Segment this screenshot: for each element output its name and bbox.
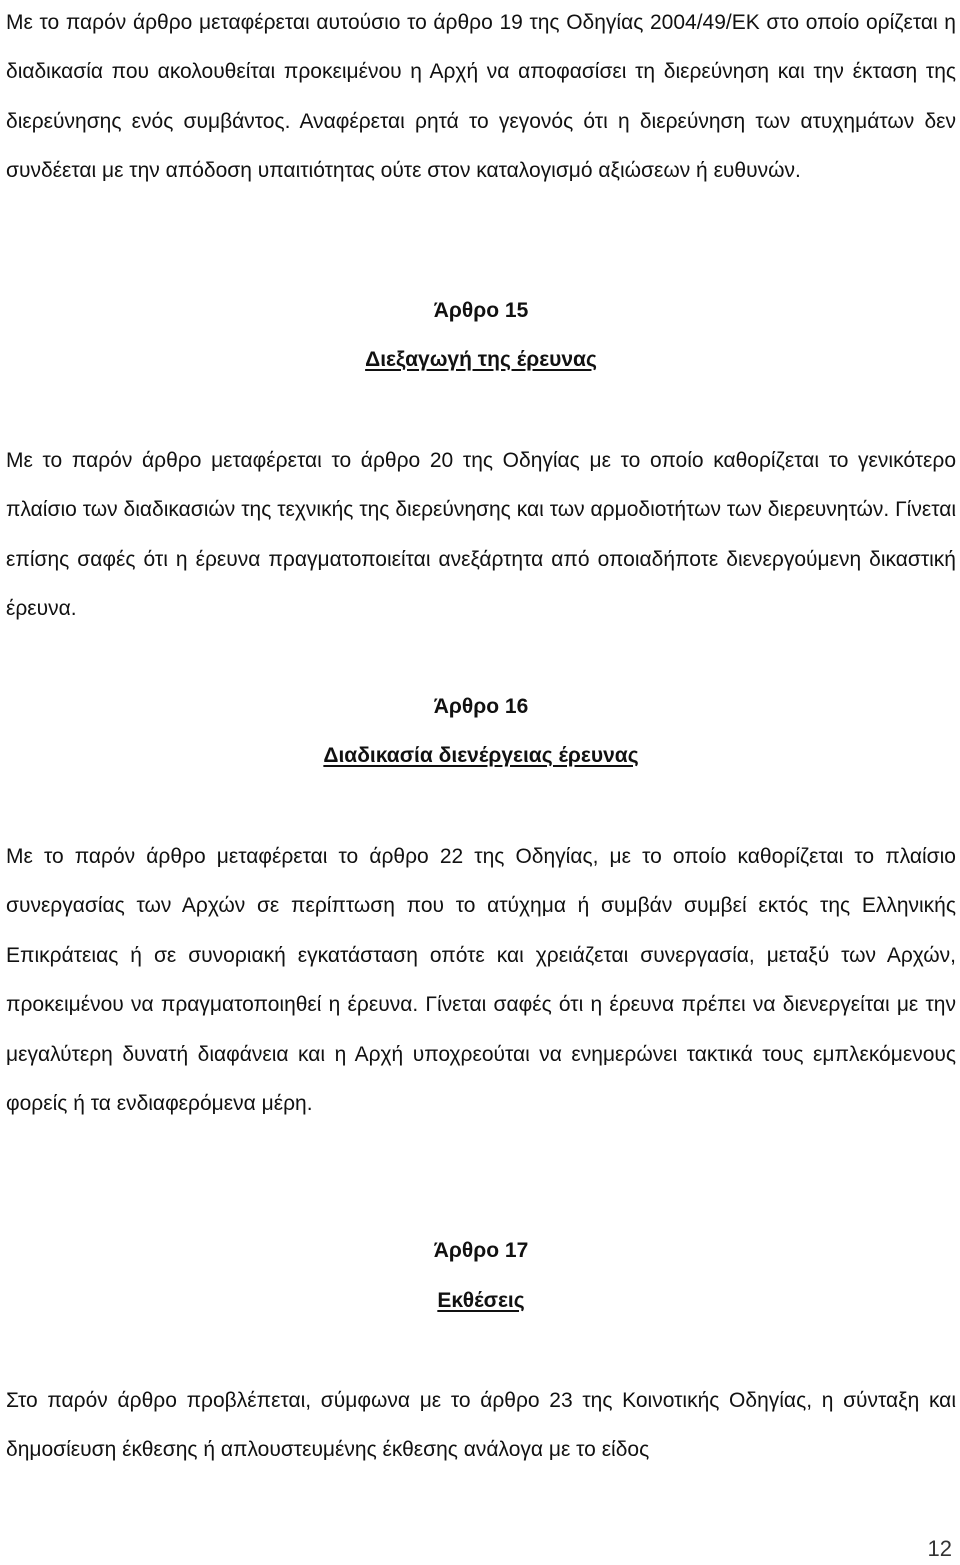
- page-number: 12: [927, 1536, 952, 1561]
- article-15-block: [6, 436, 956, 634]
- article-15-number: Άρθρο 15: [433, 299, 529, 322]
- article-17-text: Στο παρόν άρθρο προβλέπεται, σύμφωνα με το άρθρο 23 της Κοινοτικής Οδηγίας, η σύνταξη και δημοσίευση έκθεσης ή απλουστευμένης έκθεσης ανάλογα με το είδος: [6, 1389, 956, 1462]
- article-15-text: Με το παρόν άρθρο μεταφέρεται το άρθρο 20 της Οδηγίας με το οποίο καθορίζεται το γενικότερο πλαίσιο των διαδικασιών της τεχνικής της διερεύνησης και των αρμοδιοτήτων των διερευνητών. Γίνεται επίσης σαφές ότι η έρευνα πραγματοποιείται ανεξάρτητα από οποιαδήποτε διενεργούμενη δικαστική έρευνα.: [6, 449, 956, 621]
- article-17-title: Εκθέσεις: [437, 1289, 525, 1312]
- article-17-number: Άρθρο 17: [433, 1239, 529, 1262]
- article-16-block: [6, 832, 956, 1128]
- article-16-number: Άρθρο 16: [433, 695, 529, 718]
- article-16-title: Διαδικασία διενέργειας έρευνας: [323, 744, 639, 767]
- article-17-block: [6, 1376, 956, 1475]
- intro-paragraph: Με το παρόν άρθρο μεταφέρεται αυτούσιο το άρθρο 19 της Οδηγίας 2004/49/ΕΚ στο οποίο ορίζεται η διαδικασία που ακολουθείται προκειμένου η Αρχή να αποφασίσει τη διερεύνηση και την έκταση της διερεύνησης ενός συμβάντος. Αναφέρεται ρητά το γεγονός ότι η διερεύνηση των ατυχημάτων δεν συνδέεται με την απόδοση υπαιτιότητας ούτε στον καταλογισμό αξιώσεων ή ευθυνών.: [6, 11, 956, 183]
- article-16-text: Με το παρόν άρθρο μεταφέρεται το άρθρο 22 της Οδηγίας, με το οποίο καθορίζεται το πλαίσιο συνεργασίας των Αρχών σε περίπτωση που το ατύχημα ή συμβάν συμβεί εκτός της Ελληνικής Επικράτειας ή σε συνοριακή εγκατάσταση οπότε και χρειάζεται συνεργασία, μεταξύ των Αρχών, προκειμένου να πραγματοποιηθεί η έρευνα. Γίνεται σαφές ότι η έρευνα πρέπει να διενεργείται με την μεγαλύτερη δυνατή διαφάνεια και η Αρχή υποχρεούται να ενημερώνει τακτικά τους εμπλεκόμενους φορείς ή τα ενδιαφερόμενα μέρη.: [6, 845, 956, 1116]
- article-15-title: Διεξαγωγή της έρευνας: [365, 348, 597, 371]
